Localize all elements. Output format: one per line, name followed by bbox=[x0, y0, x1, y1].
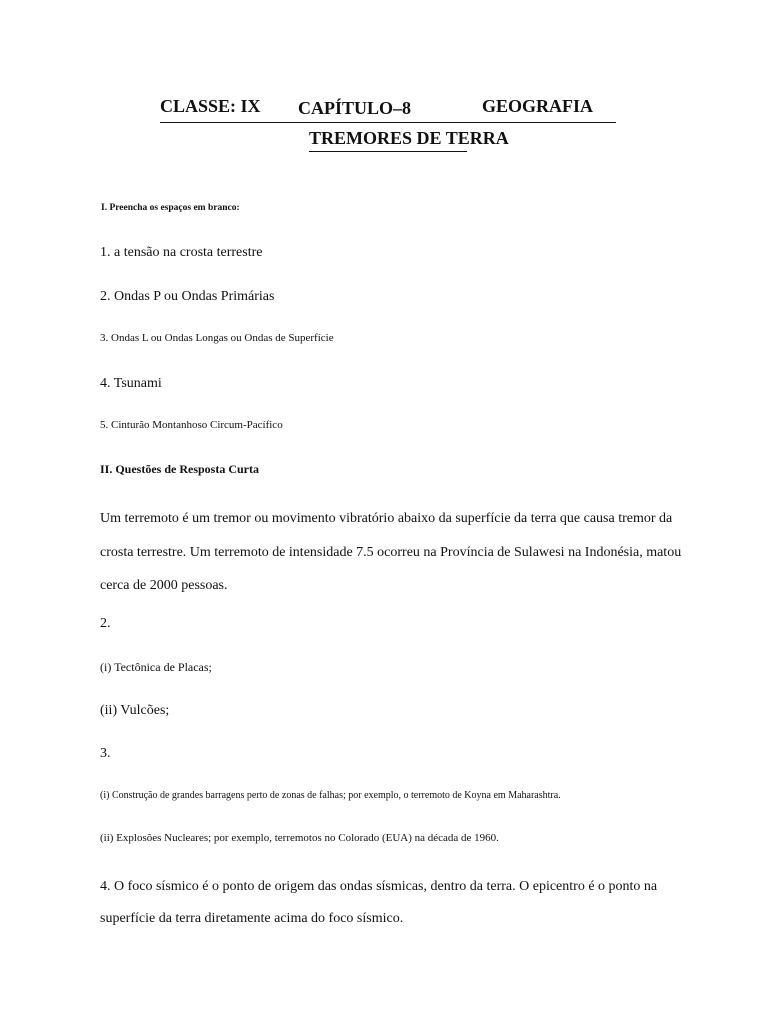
question-2-item: (i) Tectônica de Placas; bbox=[100, 660, 212, 674]
section-2-heading: II. Questões de Resposta Curta bbox=[100, 462, 259, 476]
question-2-item: (ii) Vulcões; bbox=[100, 703, 170, 718]
title-underline bbox=[309, 151, 467, 152]
fill-blank-item: 4. Tsunami bbox=[100, 376, 162, 391]
page-title: TREMORES DE TERRA bbox=[309, 128, 509, 148]
section-1-heading: I. Preencha os espaços em branco: bbox=[101, 203, 240, 213]
class-label: CLASSE: IX bbox=[160, 96, 261, 116]
question-2-number: 2. bbox=[100, 616, 111, 631]
fill-blank-item: 3. Ondas L ou Ondas Longas ou Ondas de Superfície bbox=[100, 332, 334, 344]
answer-4-paragraph: 4. O foco sísmico é o ponto de origem das ondas sísmicas, dentro da terra. O epicentro é o ponto na superfície da terra diretamente acima do foco sísmico. bbox=[100, 879, 658, 926]
question-3-item: (i) Construção de grandes barragens perto de zonas de falhas; por exemplo, o terremoto de Koyna em Maharashtra. bbox=[100, 790, 561, 801]
chapter-label: CAPÍTULO–8 bbox=[298, 98, 412, 118]
answer-1-paragraph: Um terremoto é um tremor ou movimento vibratório abaixo da superfície da terra que causa tremor da crosta terrestre. Um terremoto de intensidade 7.5 ocorreu na Província de Sulawesi na Indonésia, matou cerca de 2000 pessoas. bbox=[100, 511, 682, 593]
fill-blank-item: 2. Ondas P ou Ondas Primárias bbox=[100, 289, 275, 304]
subject-label: GEOGRAFIA bbox=[482, 96, 594, 116]
fill-blank-item: 1. a tensão na crosta terrestre bbox=[100, 245, 263, 260]
question-3-number: 3. bbox=[100, 746, 111, 761]
document-header bbox=[160, 96, 616, 123]
question-3-item: (ii) Explosões Nucleares; por exemplo, terremotos no Colorado (EUA) na década de 1960. bbox=[100, 832, 499, 844]
fill-blank-item: 5. Cinturão Montanhoso Circum-Pacífico bbox=[100, 419, 283, 431]
